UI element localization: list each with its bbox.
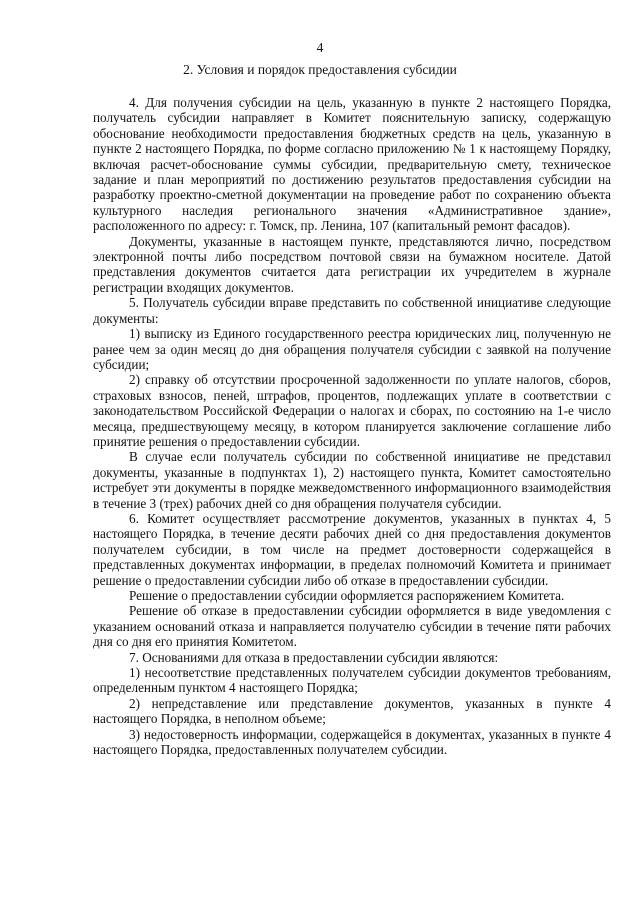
- page-number: 4: [316, 40, 324, 55]
- paragraph-documents-submission: Документы, указанные в настоящем пункте, представляются лично, посредством электронной почты либо посредством почтовой связи на бумажном носителе. Датой представления документов считается дата регистрации их учредителем в журнале регистрации входящих документов.: [93, 233, 611, 295]
- paragraph-clause-4: 4. Для получения субсидии на цель, указанную в пункте 2 настоящего Порядка, получатель субсидии направляет в Комитет пояснительную записку, содержащую обоснование необходимости предоставления бюджетных средств на цель, указанную в пункте 2 настоящего Порядка, по форме согласно приложению № 1 к настоящему Порядку, включая расчет-обоснование суммы субсидии, предварительную смету, техническое задание и план мероприятий по достижению результатов предоставления субсидии на разработку проектно-сметной документации на проведение работ по сохранению объекта культурного наследия регионального значения «Административное здание», расположенного по адресу: г. Томск, пр. Ленина, 107 (капитальный ремонт фасадов).: [93, 95, 611, 234]
- paragraph-approval-decision: Решение о предоставлении субсидии оформляется распоряжением Комитета.: [129, 588, 565, 603]
- section-heading: 2. Условия и порядок предоставления субсидии: [183, 62, 457, 77]
- paragraph-clause-5: 5. Получатель субсидии вправе представить по собственной инициативе следующие документы:: [93, 295, 611, 326]
- paragraph-clause-5-item-1: 1) выписку из Единого государственного реестра юридических лиц, полученную не ранее чем за один месяц до дня обращения получателя субсидии с заявкой на получение субсидии;: [93, 326, 611, 372]
- paragraph-clause-7-item-1: 1) несоответствие представленных получателем субсидии документов требованиям, определенным пунктом 4 настоящего Порядка;: [93, 665, 611, 696]
- paragraph-clause-7: 7. Основаниями для отказа в предоставлении субсидии являются:: [129, 649, 499, 665]
- paragraph-clause-7-item-2: 2) непредставление или представление документов, указанных в пункте 4 настоящего Порядка, в неполном объеме;: [93, 695, 611, 727]
- paragraph-clause-6: 6. Комитет осуществляет рассмотрение документов, указанных в пунктах 4, 5 настоящего Порядка, в течение десяти рабочих дней со дня предоставления документов получателем субсидии, в том числе на предмет достоверности содержащейся в представленных документах информации, в пределах полномочий Комитета и принимает решение о предоставлении субсидии либо об отказе в предоставлении субсидии.: [93, 510, 611, 588]
- paragraph-clause-7-item-3: 3) недостоверность информации, содержащейся в документах, указанных в пункте 4 настоящего Порядка, предоставленных получателем субсидии.: [93, 726, 611, 758]
- paragraph-refusal-decision: Решение об отказе в предоставлении субсидии оформляется в виде уведомления с указанием оснований отказа и направляется получателю субсидии в течение пяти рабочих дня со дня его принятия Комитетом.: [93, 603, 611, 650]
- document-body: [93, 95, 611, 757]
- paragraph-clause-5-item-2: 2) справку об отсутствии просроченной задолженности по уплате налогов, сборов, страховых взносов, пеней, штрафов, процентов, подлежащих уплате в соответствии с законодательством Российской Федерации о налогах и сборах, по состоянию на 1-е число месяца, предшествующему месяцу, в котором планируется заключение соглашение либо принятие решения о предоставлении субсидии.: [93, 372, 611, 449]
- paragraph-interagency-request: В случае если получатель субсидии по собственной инициативе не представил документы, указанные в подпунктах 1), 2) настоящего пункта, Комитет самостоятельно истребует эти документы в порядке межведомственного информационного взаимодействия в течение 3 (трех) рабочих дней со дня обращения получателя субсидии.: [93, 449, 611, 511]
